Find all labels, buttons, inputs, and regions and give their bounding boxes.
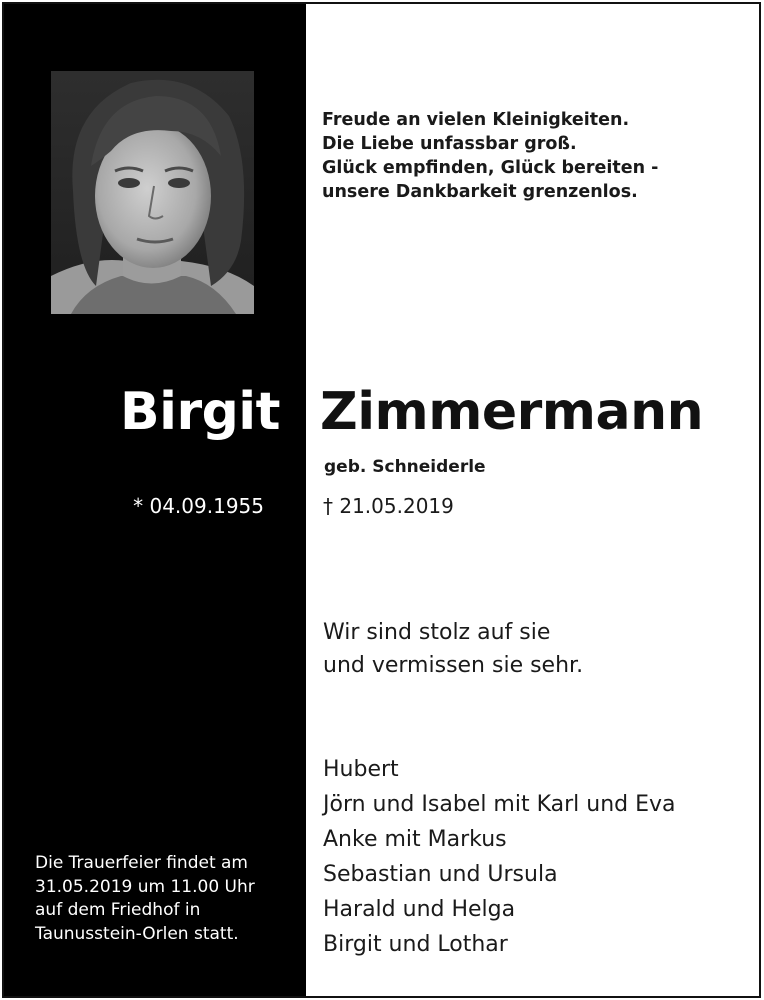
- last-name: Zimmermann: [320, 382, 704, 442]
- mourner-entry: Sebastian und Ursula: [323, 862, 558, 887]
- mourners-list: [323, 752, 676, 962]
- first-name: Birgit: [119, 382, 280, 442]
- poem-line: Glück empfinden, Glück bereiten -: [322, 158, 659, 178]
- maiden-name: geb. Schneiderle: [324, 457, 486, 477]
- mourner-entry: Anke mit Markus: [323, 827, 507, 852]
- ceremony-line: auf dem Friedhof in: [35, 900, 201, 920]
- tribute-line: Wir sind stolz auf sie: [323, 620, 551, 645]
- ceremony-line: Taunusstein-Orlen statt.: [35, 923, 239, 944]
- poem: [322, 108, 742, 204]
- ceremony-line: Die Trauerfeier findet am: [35, 853, 248, 873]
- portrait-photo: [51, 71, 254, 314]
- funeral-notice: [35, 852, 255, 946]
- birth-date: * 04.09.1955: [133, 494, 264, 518]
- poem-line: Die Liebe unfassbar groß.: [322, 134, 577, 154]
- poem-line: Freude an vielen Kleinigkeiten.: [322, 110, 630, 130]
- poem-line: unsere Dankbarkeit grenzenlos.: [322, 182, 638, 202]
- mourner-entry: Birgit und Lothar: [323, 932, 508, 957]
- mourner-entry: Jörn und Isabel mit Karl und Eva: [323, 792, 676, 817]
- ceremony-line: 31.05.2019 um 11.00 Uhr: [35, 876, 255, 897]
- death-date: † 21.05.2019: [323, 494, 454, 518]
- mourner-entry: Harald und Helga: [323, 897, 516, 922]
- tribute-text: [323, 616, 583, 682]
- mourner-entry: Hubert: [323, 757, 399, 782]
- obituary-card: [2, 2, 761, 998]
- tribute-line: und vermissen sie sehr.: [323, 653, 584, 678]
